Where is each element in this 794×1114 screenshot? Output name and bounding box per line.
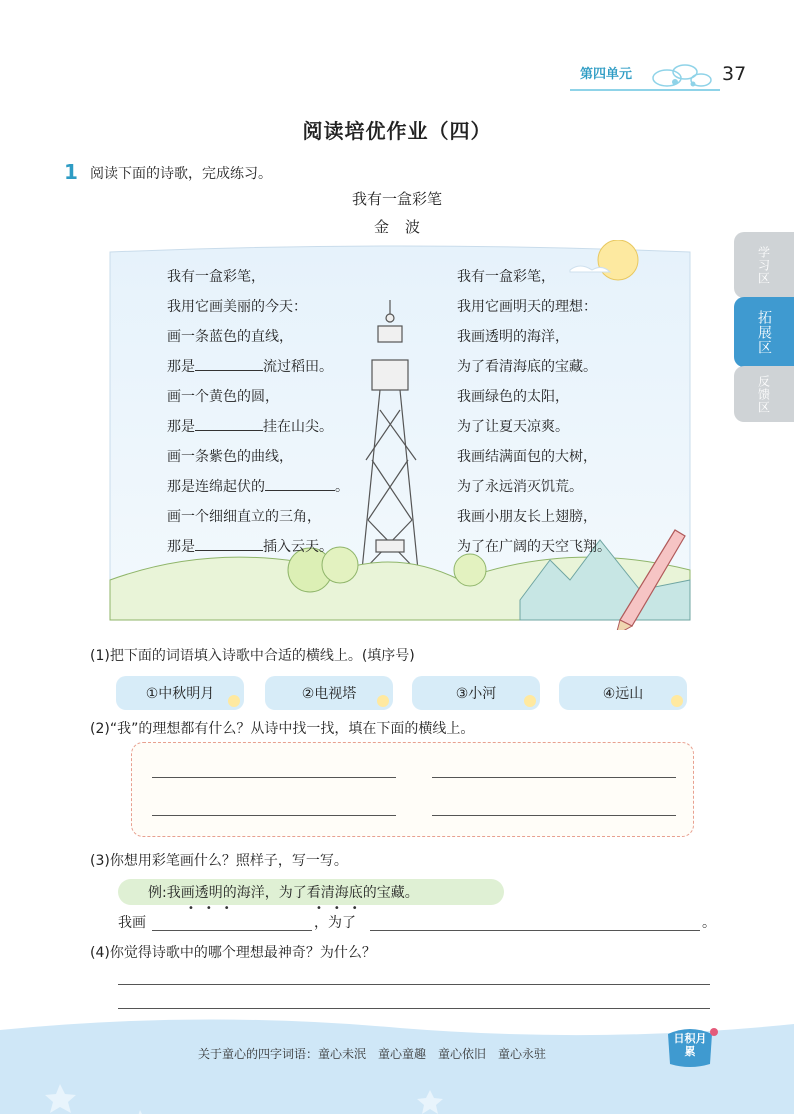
poem-text: 流过稻田。	[263, 359, 333, 375]
poem-line	[167, 262, 349, 292]
sub-question-3: (3)你想用彩笔画什么？照样子，写一写。	[90, 853, 348, 869]
poem-line: 为了在广阔的天空飞翔。	[457, 539, 611, 555]
cloud-decoration-icon	[645, 58, 717, 92]
fill-row-start: 我画	[118, 915, 146, 931]
poem-text: 画一条紫色的曲线，	[167, 449, 293, 465]
option-distant-mountain	[559, 676, 687, 710]
option-label: ④远山	[602, 686, 644, 702]
question-instruction: 阅读下面的诗歌，完成练习。	[90, 166, 272, 182]
fill-blank-1[interactable]	[152, 930, 312, 931]
header-divider	[570, 89, 720, 91]
poem-blank[interactable]	[195, 418, 263, 431]
answer-line[interactable]	[432, 777, 676, 778]
poem-line	[167, 412, 349, 442]
poem-text: 那是连绵起伏的	[167, 479, 265, 495]
poem-left-column	[167, 262, 349, 562]
page-title: 阅读培优作业（四）	[302, 119, 492, 143]
poem-text: 我用它画美丽的今天：	[167, 299, 307, 315]
moon-icon	[228, 695, 240, 707]
tab-extension-area[interactable]: 拓展区	[734, 297, 794, 367]
poem-line: 为了让夏天凉爽。	[457, 419, 569, 435]
poem-line: 为了永远消灭饥荒。	[457, 479, 583, 495]
poem-line: 我画小朋友长上翅膀，	[457, 509, 597, 525]
poem-line: 我画结满面包的大树，	[457, 449, 597, 465]
poem-line	[167, 292, 349, 322]
poem-text: 我有一盒彩笔，	[167, 269, 265, 285]
fill-blank-2[interactable]	[370, 930, 700, 931]
poem-line: 我画透明的海洋，	[457, 329, 569, 345]
unit-label: 第四单元	[580, 67, 633, 82]
option-label: ①中秋明月	[145, 686, 215, 702]
poem-line	[167, 532, 349, 562]
poem-text: 画一条蓝色的直线，	[167, 329, 293, 345]
poem-line: 我用它画明天的理想：	[457, 299, 597, 315]
poem-line: 为了看清海底的宝藏。	[457, 359, 597, 375]
option-tv-tower	[265, 676, 393, 710]
poem-text: 那是	[167, 419, 195, 435]
poem-right-column	[457, 262, 611, 562]
emphasis-dots: •••	[188, 903, 242, 914]
fill-row-middle: ，为了	[314, 915, 356, 931]
poem-text: 挂在山尖。	[263, 419, 333, 435]
poem-title: 我有一盒彩笔	[351, 190, 442, 208]
fill-row-end: 。	[702, 915, 716, 931]
emphasis-dots: •••	[316, 903, 370, 914]
option-label: ②电视塔	[301, 686, 357, 702]
badge-label: 日积月累	[673, 1032, 707, 1058]
sub-question-1: (1)把下面的词语填入诗歌中合适的横线上。(填序号)	[90, 648, 415, 664]
tab-feedback-area[interactable]: 反馈区	[734, 366, 794, 422]
option-label: ③小河	[455, 686, 497, 702]
moon-icon	[377, 695, 389, 707]
poem-blank[interactable]	[195, 358, 263, 371]
page-number: 37	[722, 63, 747, 85]
sub-question-2: (2)“我”的理想都有什么？从诗中找一找，填在下面的横线上。	[90, 721, 475, 737]
answer-line[interactable]	[152, 815, 396, 816]
poem-text: 画一个细细直立的三角，	[167, 509, 321, 525]
poem-author: 金波	[373, 218, 436, 236]
tab-study-area[interactable]: 学习区	[734, 232, 794, 298]
moon-icon	[671, 695, 683, 707]
answer-line[interactable]	[118, 984, 710, 985]
option-small-river	[412, 676, 540, 710]
poem-blank[interactable]	[265, 478, 335, 491]
answer-line[interactable]	[118, 1008, 710, 1009]
sub-question-4: (4)你觉得诗歌中的哪个理想最神奇？为什么？	[90, 945, 376, 961]
question-number: 1	[64, 160, 78, 184]
poem-text: 那是	[167, 359, 195, 375]
poem-line: 我有一盒彩笔，	[457, 269, 555, 285]
footer-vocabulary: 关于童心的四字词语：童心未泯 童心童趣 童心依旧 童心永驻	[198, 1047, 547, 1061]
answer-box	[131, 742, 694, 837]
poem-text: 插入云天。	[263, 539, 333, 555]
poem-line: 我画绿色的太阳，	[457, 389, 569, 405]
poem-text: 。	[335, 479, 349, 495]
poem-line	[167, 442, 349, 472]
poem-blank[interactable]	[195, 538, 263, 551]
poem-line	[167, 322, 349, 352]
poem-text: 画一个黄色的圆，	[167, 389, 279, 405]
example-sentence: 例:我画透明的海洋，为了看清海底的宝藏。	[118, 879, 504, 905]
answer-line[interactable]	[432, 815, 676, 816]
poem-line	[167, 352, 349, 382]
poem-line	[167, 382, 349, 412]
poem-text: 那是	[167, 539, 195, 555]
poem-line	[167, 502, 349, 532]
option-mid-autumn-moon	[116, 676, 244, 710]
answer-line[interactable]	[152, 777, 396, 778]
poem-line	[167, 472, 349, 502]
moon-icon	[524, 695, 536, 707]
